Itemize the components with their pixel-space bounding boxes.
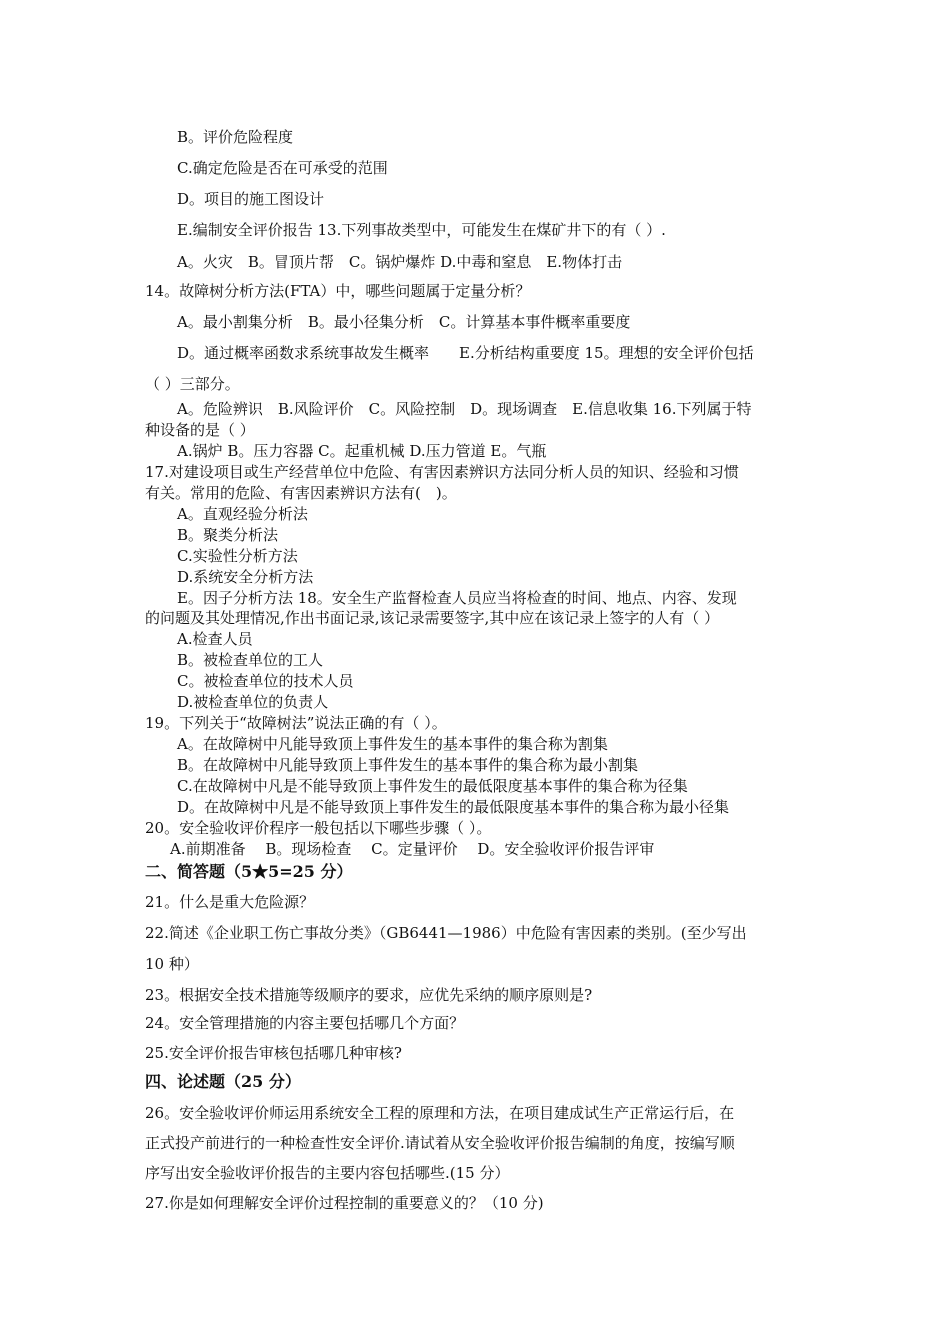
q26-line3: 序写出安全验收评价报告的主要内容包括哪些.(15 分） <box>145 1164 510 1182</box>
q22-line1: 22.简述《企业职工伤亡事故分类》（GB6441—1986）中危险有害因素的类别。(至少写出 <box>145 924 747 942</box>
q12-option-b: B。评价危险程度 <box>177 128 294 146</box>
q18-option-c: C。被检查单位的技术人员 <box>177 672 354 690</box>
q15-options-line1: A。危险辨识 B.风险评价 C。风险控制 D。现场调查 E.信息收集 16.下列属于特 <box>177 400 752 418</box>
q14-options-line1: A。最小割集分析 B。最小径集分析 C。计算基本事件概率重要度 <box>177 313 631 331</box>
q17-stem-line1: 17.对建设项目或生产经营单位中危险、有害因素辨识方法同分析人员的知识、经验和习惯 <box>145 463 739 481</box>
q19-option-b: B。在故障树中凡能导致顶上事件发生的基本事件的集合称为最小割集 <box>177 756 639 774</box>
q16-stem-line2: 种设备的是（ ） <box>145 421 255 439</box>
q17-option-e-q18-stem: E。因子分析方法 18。安全生产监督检查人员应当将检查的时间、地点、内容、发现 <box>177 589 737 607</box>
q18-option-a: A.检查人员 <box>177 630 253 648</box>
q27: 27.你是如何理解安全评价过程控制的重要意义的？（10 分) <box>145 1194 544 1212</box>
q14-options-line2: D。通过概率函数求系统事故发生概率 E.分析结构重要度 15。理想的安全评价包括 <box>177 344 754 362</box>
q15-stem-continuation: （ ）三部分。 <box>145 375 240 393</box>
q19-stem: 19。下列关于“故障树法”说法正确的有（ ）。 <box>145 714 447 732</box>
q18-stem-line2: 的问题及其处理情况,作出书面记录,该记录需要签字,其中应在该记录上签字的人有（ ） <box>145 609 720 627</box>
q26-line1: 26。安全验收评价师运用系统安全工程的原理和方法，在项目建成试生产正常运行后，在 <box>145 1104 735 1122</box>
q14-stem: 14。故障树分析方法(FTA）中，哪些问题属于定量分析？ <box>145 282 531 300</box>
q17-option-c: C.实验性分析方法 <box>177 547 298 565</box>
q22-line2: 10 种） <box>145 955 199 973</box>
q17-stem-line2: 有关。常用的危险、有害因素辨识方法有( )。 <box>145 484 457 502</box>
q24: 24。安全管理措施的内容主要包括哪几个方面？ <box>145 1014 465 1032</box>
q17-option-d: D.系统安全分析方法 <box>177 568 314 586</box>
q17-option-a: A。直观经验分析法 <box>177 505 308 523</box>
q21: 21。什么是重大危险源？ <box>145 893 315 911</box>
q12-option-e-q13-stem: E.编制安全评价报告 13.下列事故类型中，可能发生在煤矿井下的有（ ）. <box>177 221 666 239</box>
q26-line2: 正式投产前进行的一种检查性安全评价.请试着从安全验收评价报告编制的角度，按编写顺 <box>145 1134 735 1152</box>
section-short-answer-heading: 二、简答题（5★5=25 分） <box>145 862 353 881</box>
q12-option-d: D。项目的施工图设计 <box>177 190 325 208</box>
q17-option-b: B。聚类分析法 <box>177 526 279 544</box>
q12-option-c: C.确定危险是否在可承受的范围 <box>177 159 388 177</box>
q18-option-d: D.被检查单位的负责人 <box>177 693 329 711</box>
section-essay-heading: 四、论述题（25 分） <box>145 1072 301 1091</box>
q19-option-c: C.在故障树中凡是不能导致顶上事件发生的最低限度基本事件的集合称为径集 <box>177 777 688 795</box>
q19-option-d: D。在故障树中凡是不能导致顶上事件发生的最低限度基本事件的集合称为最小径集 <box>177 798 730 816</box>
q19-option-a: A。在故障树中凡能导致顶上事件发生的基本事件的集合称为割集 <box>177 735 608 753</box>
q25: 25.安全评价报告审核包括哪几种审核? <box>145 1044 402 1062</box>
q18-option-b: B。被检查单位的工人 <box>177 651 324 669</box>
q20-stem: 20。安全验收评价程序一般包括以下哪些步骤（ ）。 <box>145 819 492 837</box>
q13-options: A。火灾 B。冒顶片帮 C。锅炉爆炸 D.中毒和窒息 E.物体打击 <box>177 253 623 271</box>
q23: 23。根据安全技术措施等级顺序的要求，应优先采纳的顺序原则是? <box>145 986 593 1004</box>
q20-options: A.前期准备 B。现场检查 C。定量评价 D。安全验收评价报告评审 <box>170 840 655 858</box>
q16-options: A.锅炉 B。压力容器 C。起重机械 D.压力管道 E。气瓶 <box>177 442 547 460</box>
